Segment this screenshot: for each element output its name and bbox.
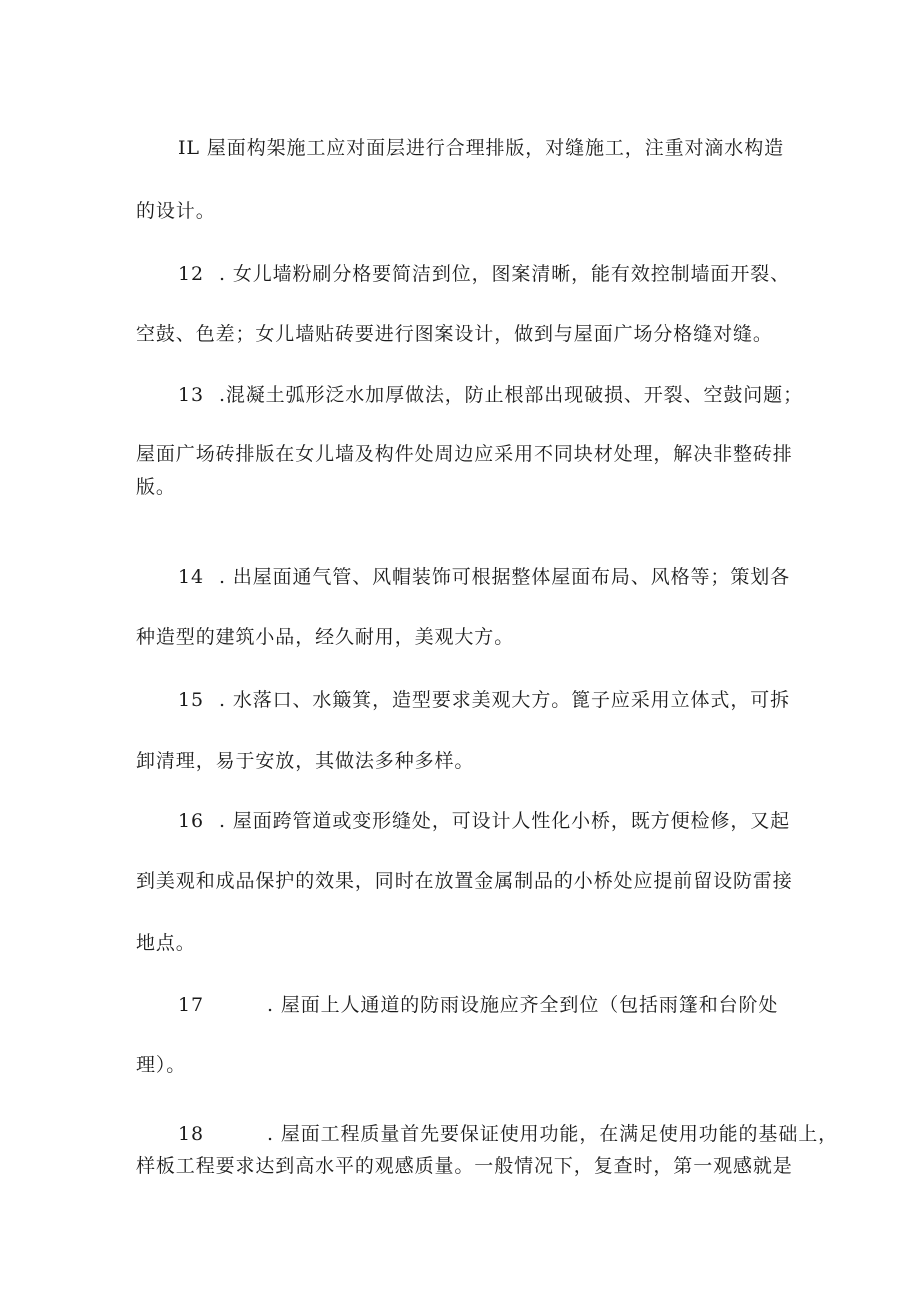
paragraph-17-line-1 bbox=[178, 993, 796, 1017]
paragraph-14-text-2: 种造型的建筑小品，经久耐用，美观大方。 bbox=[136, 626, 515, 648]
paragraph-13-text-3: 版。 bbox=[136, 476, 176, 498]
paragraph-15-number: 15 bbox=[178, 689, 204, 711]
paragraph-18-line-2 bbox=[136, 1154, 796, 1178]
paragraph-13-text-2: 屋面广场砖排版在女儿墙及构件处周边应采用不同块材处理，解决非整砖排 bbox=[136, 443, 793, 465]
paragraph-17-line-2 bbox=[136, 1053, 796, 1077]
paragraph-14-text-1: . 出屋面通气管、风帽装饰可根据整体屋面布局、风格等；策划各 bbox=[218, 566, 791, 588]
paragraph-12-line-2 bbox=[136, 322, 796, 346]
paragraph-12-text-1: . 女儿墙粉刷分格要简洁到位，图案清晰，能有效控制墙面开裂、 bbox=[218, 263, 791, 285]
paragraph-11-text-1: 屋面构架施工应对面层进行合理排版，对缝施工，注重对滴水构造 bbox=[206, 137, 784, 159]
paragraph-12-line-1 bbox=[178, 262, 796, 286]
paragraph-11-text-2: 的设计。 bbox=[136, 200, 216, 222]
paragraph-17-text-1: . 屋面上人通道的防雨设施应齐全到位（包括雨篷和台阶处 bbox=[266, 994, 779, 1016]
paragraph-12-text-2: 空鼓、色差；女儿墙贴砖要进行图案设计，做到与屋面广场分格缝对缝。 bbox=[136, 323, 773, 345]
paragraph-11-line-2 bbox=[136, 199, 796, 223]
paragraph-15-text-2: 卸清理，易于安放，其做法多种多样。 bbox=[136, 750, 475, 772]
paragraph-16-text-1: . 屋面跨管道或变形缝处，可设计人性化小桥，既方便检修，又起 bbox=[218, 810, 791, 832]
paragraph-13-text-1: .混凝土弧形泛水加厚做法，防止根部出现破损、开裂、空鼓问题； bbox=[218, 384, 803, 406]
paragraph-18-text-1: . 屋面工程质量首先要保证使用功能，在满足使用功能的基础上， bbox=[266, 1123, 839, 1145]
paragraph-17-text-2: 理）。 bbox=[136, 1054, 187, 1076]
paragraph-16-text-2: 到美观和成品保护的效果，同时在放置金属制品的小桥处应提前留设防雷接 bbox=[136, 870, 793, 892]
paragraph-17-number: 17 bbox=[178, 994, 204, 1016]
paragraph-16-text-3: 地点。 bbox=[136, 932, 196, 954]
paragraph-13-line-1 bbox=[178, 383, 803, 407]
paragraph-15-text-1: . 水落口、水簸箕，造型要求美观大方。篦子应采用立体式，可拆 bbox=[218, 689, 791, 711]
paragraph-11-number: IL bbox=[178, 137, 200, 159]
paragraph-16-line-3 bbox=[136, 931, 796, 955]
paragraph-13-number: 13 bbox=[178, 384, 204, 406]
paragraph-16-line-2 bbox=[136, 869, 796, 893]
paragraph-14-line-1 bbox=[178, 565, 796, 589]
paragraph-11-line-1 bbox=[178, 136, 796, 160]
paragraph-18-text-2: 样板工程要求达到高水平的观感质量。一般情况下，复查时，第一观感就是 bbox=[136, 1155, 793, 1177]
paragraph-14-number: 14 bbox=[178, 566, 204, 588]
paragraph-15-line-1 bbox=[178, 688, 796, 712]
paragraph-18-line-1 bbox=[178, 1122, 839, 1146]
paragraph-12-number: 12 bbox=[178, 263, 204, 285]
paragraph-13-line-2 bbox=[136, 442, 796, 466]
paragraph-16-number: 16 bbox=[178, 810, 204, 832]
paragraph-14-line-2 bbox=[136, 625, 796, 649]
paragraph-18-number: 18 bbox=[178, 1123, 204, 1145]
paragraph-15-line-2 bbox=[136, 749, 796, 773]
paragraph-13-line-3 bbox=[136, 475, 796, 499]
paragraph-16-line-1 bbox=[178, 809, 796, 833]
